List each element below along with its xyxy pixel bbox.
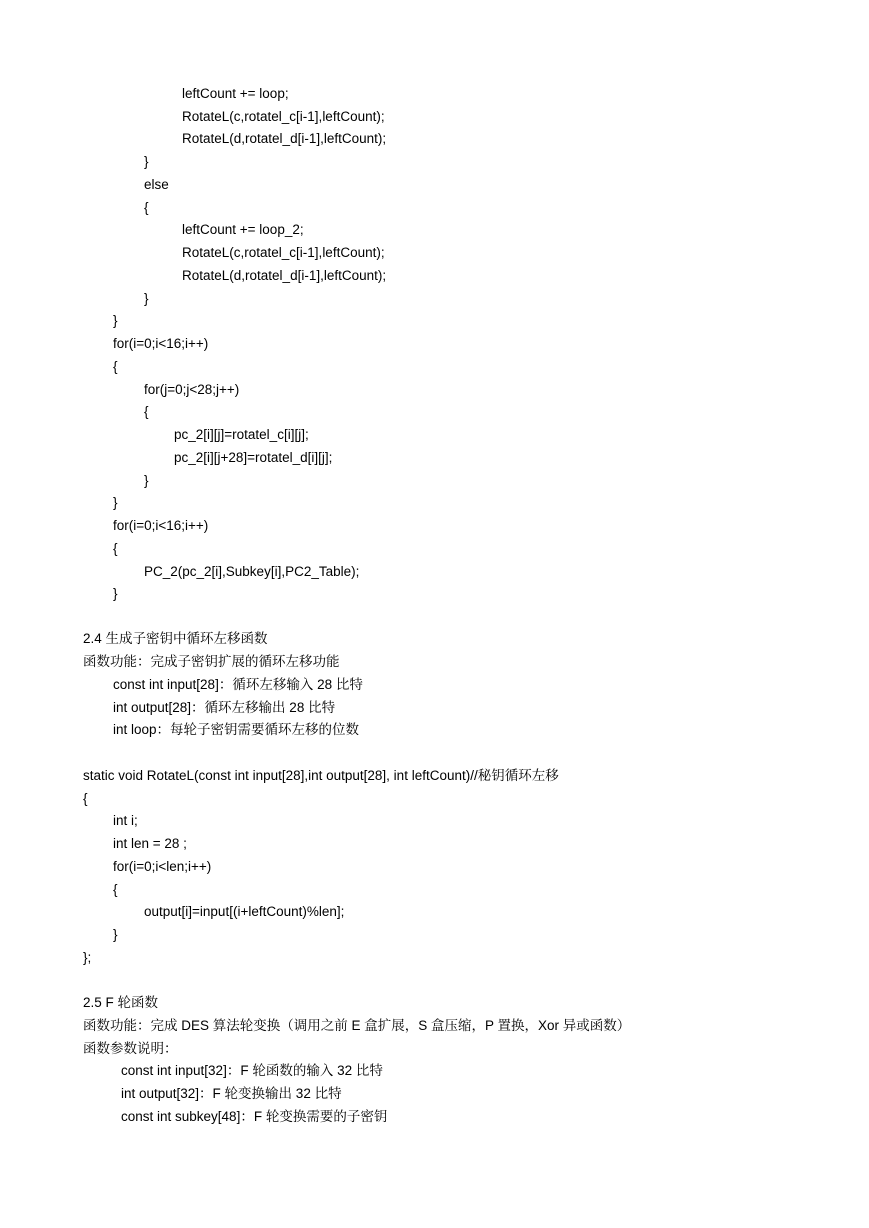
code-line: } [113, 586, 118, 601]
code-line: PC_2(pc_2[i],Subkey[i],PC2_Table); [144, 564, 360, 579]
section-heading: 2.5 F 轮函数 [83, 995, 159, 1010]
code-line: } [113, 495, 118, 510]
code-line: RotateL(c,rotatel_c[i-1],leftCount); [182, 109, 385, 124]
code-line: RotateL(c,rotatel_c[i-1],leftCount); [182, 245, 385, 260]
code-line: { [144, 404, 149, 419]
code-line: pc_2[i][j]=rotatel_c[i][j]; [174, 427, 309, 442]
section-heading: 2.4 生成子密钥中循环左移函数 [83, 631, 268, 646]
code-line: int i; [113, 813, 138, 828]
code-line: } [144, 154, 149, 169]
code-line: } [144, 473, 149, 488]
code-line: for(i=0;i<16;i++) [113, 336, 209, 351]
code-line: RotateL(d,rotatel_d[i-1],leftCount); [182, 268, 387, 283]
code-line: { [113, 541, 118, 556]
code-line: { [144, 200, 149, 215]
param-line: const int subkey[48]：F 轮变换需要的子密钥 [121, 1109, 388, 1124]
code-line: RotateL(d,rotatel_d[i-1],leftCount); [182, 131, 387, 146]
code-line: static void RotateL(const int input[28],int output[28], int leftCount)//秘钥循环左移 [83, 768, 559, 783]
function-description: 函数功能：完成子密钥扩展的循环左移功能 [83, 654, 340, 669]
param-line: int output[28]：循环左移输出 28 比特 [113, 700, 336, 715]
code-line: pc_2[i][j+28]=rotatel_d[i][j]; [174, 450, 333, 465]
code-line: { [113, 359, 118, 374]
code-line: } [113, 313, 118, 328]
code-line: { [113, 882, 118, 897]
code-line: } [144, 291, 149, 306]
code-line: } [113, 927, 118, 942]
code-line: int len = 28 ; [113, 836, 187, 851]
params-title: 函数参数说明： [83, 1041, 178, 1056]
code-line: leftCount += loop_2; [182, 222, 304, 237]
code-line: for(j=0;j<28;j++) [144, 382, 240, 397]
param-line: const int input[28]：循环左移输入 28 比特 [113, 677, 363, 692]
code-line: { [83, 791, 88, 806]
param-line: int output[32]：F 轮变换输出 32 比特 [121, 1086, 342, 1101]
code-line: else [144, 177, 169, 192]
code-line: }; [83, 950, 92, 965]
param-line: const int input[32]：F 轮函数的输入 32 比特 [121, 1063, 383, 1078]
code-line: leftCount += loop; [182, 86, 289, 101]
code-line: output[i]=input[(i+leftCount)%len]; [144, 904, 345, 919]
function-description: 函数功能：完成 DES 算法轮变换（调用之前 E 盒扩展，S 盒压缩，P 置换，Xor 异或函数） [83, 1018, 631, 1033]
code-line: for(i=0;i<16;i++) [113, 518, 209, 533]
code-line: for(i=0;i<len;i++) [113, 859, 212, 874]
param-line: int loop：每轮子密钥需要循环左移的位数 [113, 722, 360, 737]
